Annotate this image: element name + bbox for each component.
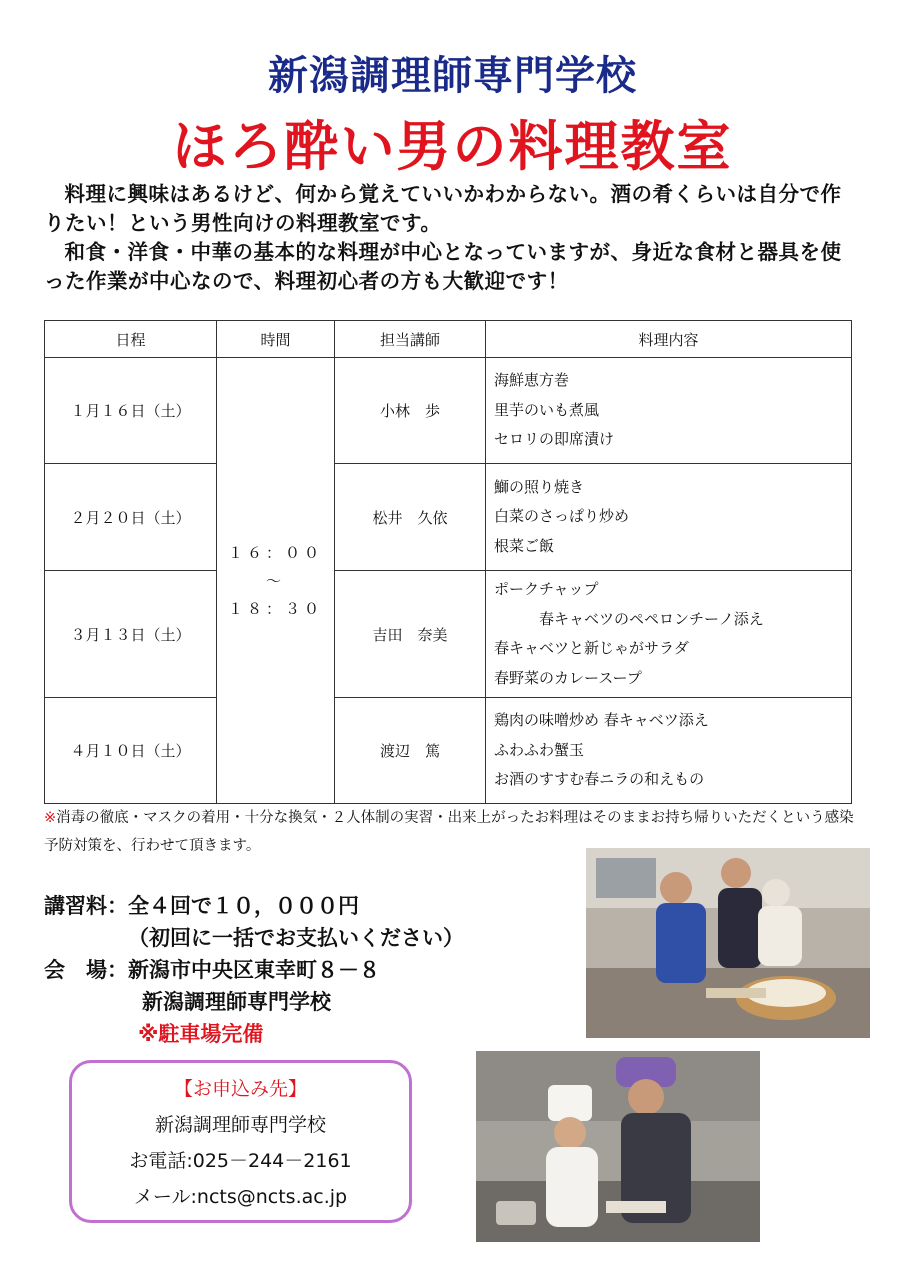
dish-item: 里芋のいも煮風: [494, 400, 600, 419]
row-date: ３月１３日（土）: [45, 571, 217, 698]
cooking-class-photo-2: [476, 1051, 760, 1242]
dish-item: 海鮮恵方巻: [494, 371, 570, 390]
row-instructor: 松井 久依: [335, 464, 486, 571]
venue-label: 会 場：: [44, 958, 128, 982]
dish-item: 鰤の照り焼き: [494, 477, 585, 496]
dish-item: 白菜のさっぱり炒め: [494, 507, 630, 526]
note-mark: ※: [44, 810, 57, 826]
application-email: メール:ncts@ncts.ac.jp: [133, 1186, 348, 1208]
fee-value: 全４回で１０，０００円: [128, 894, 359, 918]
venue-row: [44, 954, 464, 986]
class-title: ほろ酔い男の料理教室: [172, 115, 733, 178]
dish-item: ポークチャップ: [494, 580, 599, 598]
dish-item: 鶏肉の味噌炒め 春キャベツ添え: [494, 711, 709, 730]
schedule-table: [44, 320, 852, 804]
table-row: [45, 571, 852, 698]
fee-row: [44, 890, 464, 922]
application-box: [69, 1060, 412, 1223]
dish-item: ふわふわ蟹玉: [494, 740, 585, 759]
header-time: 時間: [217, 321, 335, 358]
note-text: 消毒の徹底・マスクの着用・十分な換気・２人体制の実習・出来上がったお料理はそのままお持ち帰りいただくという感染予防対策を、行わせて頂きます。: [44, 810, 854, 854]
row-date: １月１６日（土）: [45, 358, 217, 464]
dish-item: お酒のすすむ春ニラの和えもの: [494, 770, 705, 789]
dish-item: セロリの即席漬け: [494, 430, 615, 449]
fee-label: 講習料：: [44, 894, 128, 918]
row-instructor: 吉田 奈美: [335, 571, 486, 698]
table-row: [45, 698, 852, 804]
venue-name: 新潟調理師専門学校: [142, 990, 331, 1014]
application-phone: お電話:025－244－2161: [129, 1150, 352, 1172]
row-date: ４月１０日（土）: [45, 698, 217, 804]
intro-paragraph-1: 料理に興味はあるけど、何から覚えていいかわからない。酒の肴くらいは自分で作りたい！という男性向けの料理教室です。: [44, 182, 842, 235]
header-date: 日程: [45, 321, 217, 358]
application-heading: 【お申込み先】: [173, 1078, 307, 1100]
parking-note: ※駐車場完備: [138, 1022, 264, 1046]
dish-item: 春キャベツのペペロンチーノ添え: [494, 609, 764, 628]
row-dishes: [486, 571, 852, 698]
row-date: ２月２０日（土）: [45, 464, 217, 571]
row-instructor: 渡辺 篤: [335, 698, 486, 804]
application-school: 新潟調理師専門学校: [154, 1114, 326, 1136]
time-start: １６：００: [227, 543, 323, 562]
header-instructor: 担当講師: [335, 321, 486, 358]
intro-text: [44, 180, 859, 296]
time-separator: ～: [265, 571, 285, 590]
fee-note: （初回に一括でお支払いください）: [128, 926, 464, 950]
table-header-row: [45, 321, 852, 358]
intro-paragraph-2: 和食・洋食・中華の基本的な料理が中心となっていますが、身近な食材と器具を使った作業が中心なので、料理初心者の方も大歓迎です！: [44, 240, 842, 293]
fee-venue-block: [44, 890, 464, 1050]
row-dishes: [486, 358, 852, 464]
row-instructor: 小林 歩: [335, 358, 486, 464]
table-row: [45, 464, 852, 571]
row-dishes: [486, 464, 852, 571]
dish-item: 春野菜のカレースープ: [494, 668, 642, 687]
time-end: １８：３０: [227, 599, 323, 618]
header-dishes: 料理内容: [486, 321, 852, 358]
cooking-class-photo-1: [586, 848, 870, 1038]
school-title: 新潟調理師専門学校: [268, 53, 637, 99]
dish-item: 春キャベツと新じゃがサラダ: [494, 639, 689, 657]
venue-address: 新潟市中央区東幸町８－８: [128, 958, 380, 982]
row-dishes: [486, 698, 852, 804]
dish-item: 根菜ご飯: [494, 536, 555, 555]
time-cell: [217, 358, 335, 804]
table-row: [45, 358, 852, 464]
